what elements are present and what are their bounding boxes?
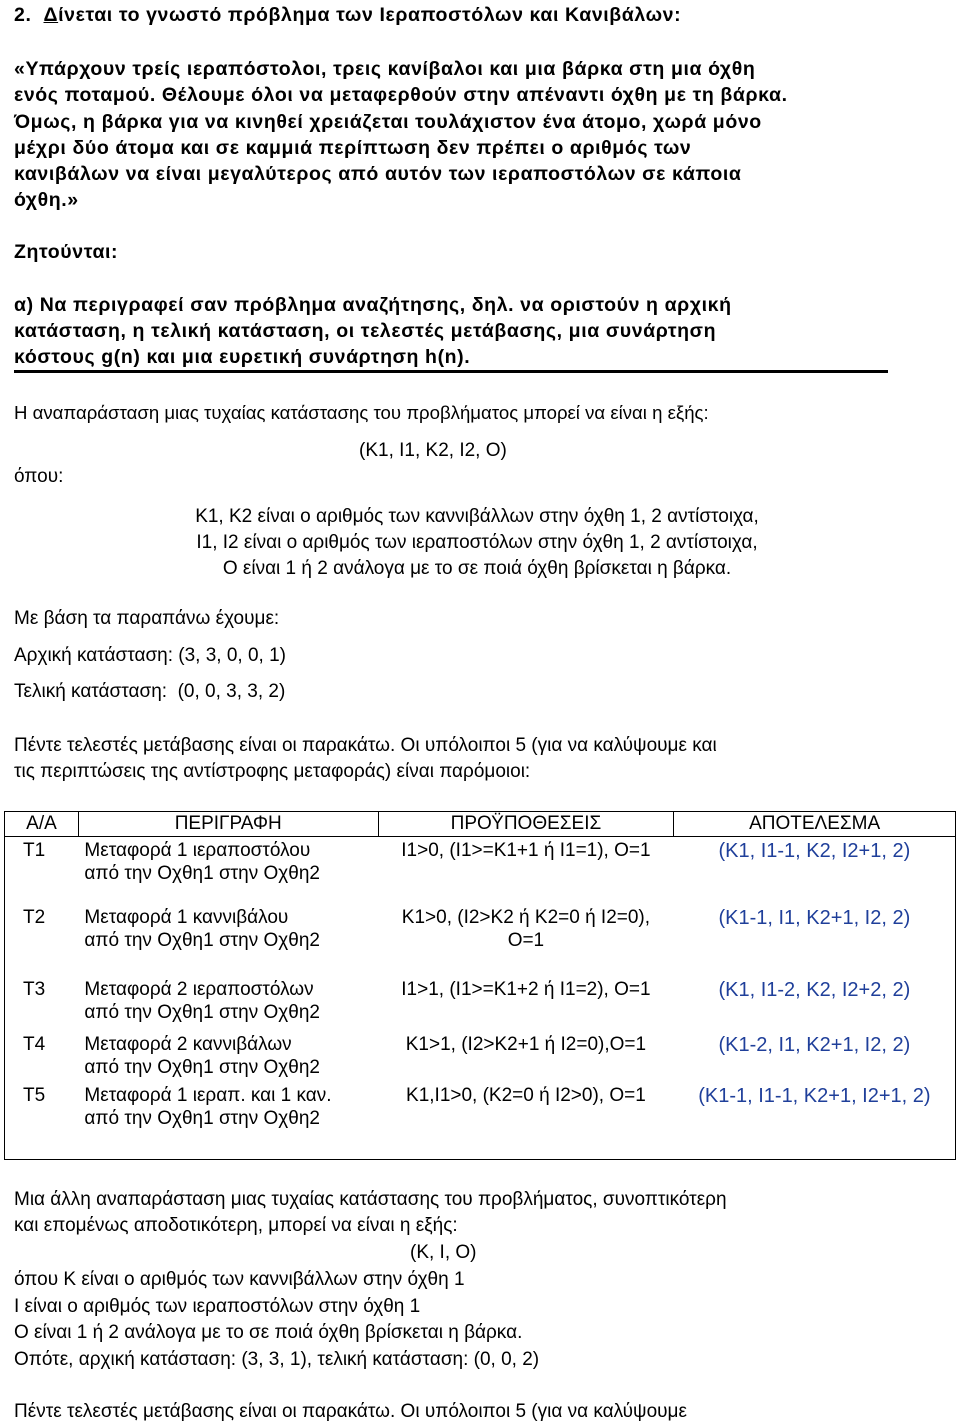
definition-line: Κ1, Κ2 είναι ο αριθμός των καννιβάλλων στην όχθη 1, 2 αντίστοιχα,	[195, 506, 759, 527]
alt-line: Ο είναι 1 ή 2 ανάλογα με το σε ποιά όχθη βρίσκεται η βάρκα.	[14, 1322, 523, 1343]
table-row	[5, 976, 956, 1031]
description-line: από την Οχθη1 στην Οχθη2	[84, 1056, 320, 1078]
row-conditions	[378, 976, 674, 1031]
task-underline-divider	[14, 370, 888, 373]
where-label: όπου:	[14, 466, 64, 487]
description-line: Μεταφορά 1 καννιβάλου	[84, 906, 289, 928]
final-state: Τελική κατάσταση: (0, 0, 3, 3, 2)	[14, 681, 286, 702]
definition-line: Ο είναι 1 ή 2 ανάλογα με το σε ποιά όχθη βρίσκεται η βάρκα.	[222, 558, 732, 579]
row-result: (Κ1-1, Ι1, Κ2+1, Ι2, 2)	[674, 904, 956, 976]
description-line: Μεταφορά 1 ιεραποστόλου	[84, 840, 311, 861]
row-id: Τ4	[5, 1031, 79, 1082]
alt-line: Ι είναι ο αριθμός των ιεραποστόλων στην όχθη 1	[14, 1296, 421, 1317]
heading-number: 2.	[14, 4, 32, 26]
row-conditions	[378, 837, 674, 904]
alt-intro-line: και επομένως αποδοτικότερη, μπορεί να είναι η εξής:	[14, 1215, 458, 1236]
state-tuple: (Κ1, Ι1, Κ2, Ι2, Ο)	[359, 440, 507, 461]
alt-state-tuple: (Κ, Ι, Ο)	[410, 1242, 477, 1263]
description-line: από την Οχθη1 στην Οχθη2	[84, 929, 320, 951]
header-description: ΠΕΡΙΓΡΑΦΗ	[78, 812, 378, 837]
description-line: Μεταφορά 2 καννιβάλων	[84, 1033, 292, 1055]
row-id: Τ5	[5, 1082, 79, 1160]
row-id: Τ1	[5, 837, 79, 904]
row-description	[78, 1031, 378, 1082]
problem-line: όχθη.»	[14, 189, 79, 211]
row-conditions	[378, 1031, 674, 1082]
header-aa: Α/Α	[5, 812, 79, 837]
basis-text: Με βάση τα παραπάνω έχουμε:	[14, 608, 280, 629]
heading-text: ίνεται το γνωστό πρόβλημα των Ιεραποστόλων και Κανιβάλων:	[58, 4, 682, 26]
problem-line: «Υπάρχουν τρείς ιεραπόστολοι, τρεις κανίβαλοι και μια βάρκα στη μια όχθη	[14, 58, 756, 80]
alt-line: όπου Κ είναι ο αριθμός των καννιβάλλων στην όχθη 1	[14, 1269, 465, 1290]
row-result: (Κ1, Ι1-1, Κ2, Ι2+1, 2)	[674, 837, 956, 904]
table-row	[5, 1082, 956, 1160]
row-description	[78, 837, 378, 904]
row-id: Τ3	[5, 976, 79, 1031]
operators-table	[4, 811, 956, 1160]
section-heading	[14, 4, 681, 27]
row-id: Τ2	[5, 904, 79, 976]
problem-line: ενός ποταμού. Θέλουμε όλοι να μεταφερθούν στην απέναντι όχθη με τη βάρκα.	[14, 84, 788, 106]
heading-first-letter: Δ	[43, 4, 59, 26]
description-line: από την Οχθη1 στην Οχθη2	[84, 863, 320, 884]
condition-line: Ι1>0, (Ι1>=Κ1+1 ή Ι1=1), Ο=1	[401, 840, 651, 861]
description-line: Μεταφορά 1 ιεραπ. και 1 καν.	[84, 1084, 332, 1106]
representation-intro: Η αναπαράσταση μιας τυχαίας κατάστασης του προβλήματος μπορεί να είναι η εξής:	[14, 402, 709, 423]
row-result: (Κ1, Ι1-2, Κ2, Ι2+2, 2)	[674, 976, 956, 1031]
table-row	[5, 1031, 956, 1082]
row-result: (Κ1-2, Ι1, Κ2+1, Ι2, 2)	[674, 1031, 956, 1082]
task-line: κατάσταση, η τελική κατάσταση, οι τελεστές μετάβασης, μια συνάρτηση	[14, 320, 717, 342]
row-conditions	[378, 904, 674, 976]
table-row	[5, 904, 956, 976]
problem-line: κανιβάλων να είναι μεγαλύτερος από αυτόν των ιεραποστόλων σε κάποια	[14, 163, 742, 185]
header-result: ΑΠΟΤΕΛΕΣΜΑ	[674, 812, 956, 837]
condition-line: Κ1,Ι1>0, (Κ2=0 ή Ι2>0), Ο=1	[406, 1084, 646, 1106]
table-row	[5, 837, 956, 904]
description-line: από την Οχθη1 στην Οχθη2	[84, 1107, 320, 1129]
row-description	[78, 904, 378, 976]
requested-label: Ζητούνται:	[14, 241, 119, 263]
condition-line: Κ1>1, (Ι2>Κ2+1 ή Ι2=0),Ο=1	[405, 1033, 647, 1055]
task-line: α) Να περιγραφεί σαν πρόβλημα αναζήτησης, δηλ. να οριστούν η αρχική	[14, 294, 732, 316]
alt-line: Οπότε, αρχική κατάσταση: (3, 3, 1), τελική κατάσταση: (0, 0, 2)	[14, 1349, 540, 1370]
description-line: από την Οχθη1 στην Οχθη2	[84, 1001, 320, 1023]
condition-line: Ι1>1, (Ι1>=Κ1+2 ή Ι1=2), Ο=1	[401, 978, 651, 1000]
definition-line: Ι1, Ι2 είναι ο αριθμός των ιεραποστόλων στην όχθη 1, 2 αντίστοιχα,	[196, 532, 758, 553]
problem-line: Όμως, η βάρκα για να κινηθεί χρειάζεται τουλάχιστον ένα άτομο, χωρά μόνο	[14, 111, 762, 133]
alt-last-line: Πέντε τελεστές μετάβασης είναι οι παρακάτω. Οι υπόλοιποι 5 (για να καλύψουμε	[14, 1401, 687, 1422]
initial-state: Αρχική κατάσταση: (3, 3, 0, 0, 1)	[14, 645, 287, 666]
task-line: κόστους g(n) και μια ευρετική συνάρτηση h(n).	[14, 346, 471, 368]
row-conditions	[378, 1082, 674, 1160]
problem-line: μέχρι δύο άτομα και σε καμμιά περίπτωση δεν πρέπει ο αριθμός των	[14, 137, 692, 159]
header-conditions: ΠΡΟΫΠΟΘΕΣΕΙΣ	[378, 812, 674, 837]
row-description	[78, 976, 378, 1031]
description-line: Μεταφορά 2 ιεραποστόλων	[84, 978, 314, 1000]
operators-intro-line: τις περιπτώσεις της αντίστροφης μεταφοράς) είναι παρόμοιοι:	[14, 761, 531, 782]
condition-line: Ο=1	[507, 929, 545, 951]
table-header-row	[5, 812, 956, 837]
row-description	[78, 1082, 378, 1160]
operators-intro-line: Πέντε τελεστές μετάβασης είναι οι παρακάτω. Οι υπόλοιποι 5 (για να καλύψουμε και	[14, 735, 717, 756]
alt-intro-line: Μια άλλη αναπαράσταση μιας τυχαίας κατάστασης του προβλήματος, συνοπτικότερη	[14, 1189, 727, 1210]
condition-line: Κ1>0, (Ι2>Κ2 ή Κ2=0 ή Ι2=0),	[401, 906, 651, 928]
row-result: (Κ1-1, Ι1-1, Κ2+1, Ι2+1, 2)	[674, 1082, 956, 1160]
